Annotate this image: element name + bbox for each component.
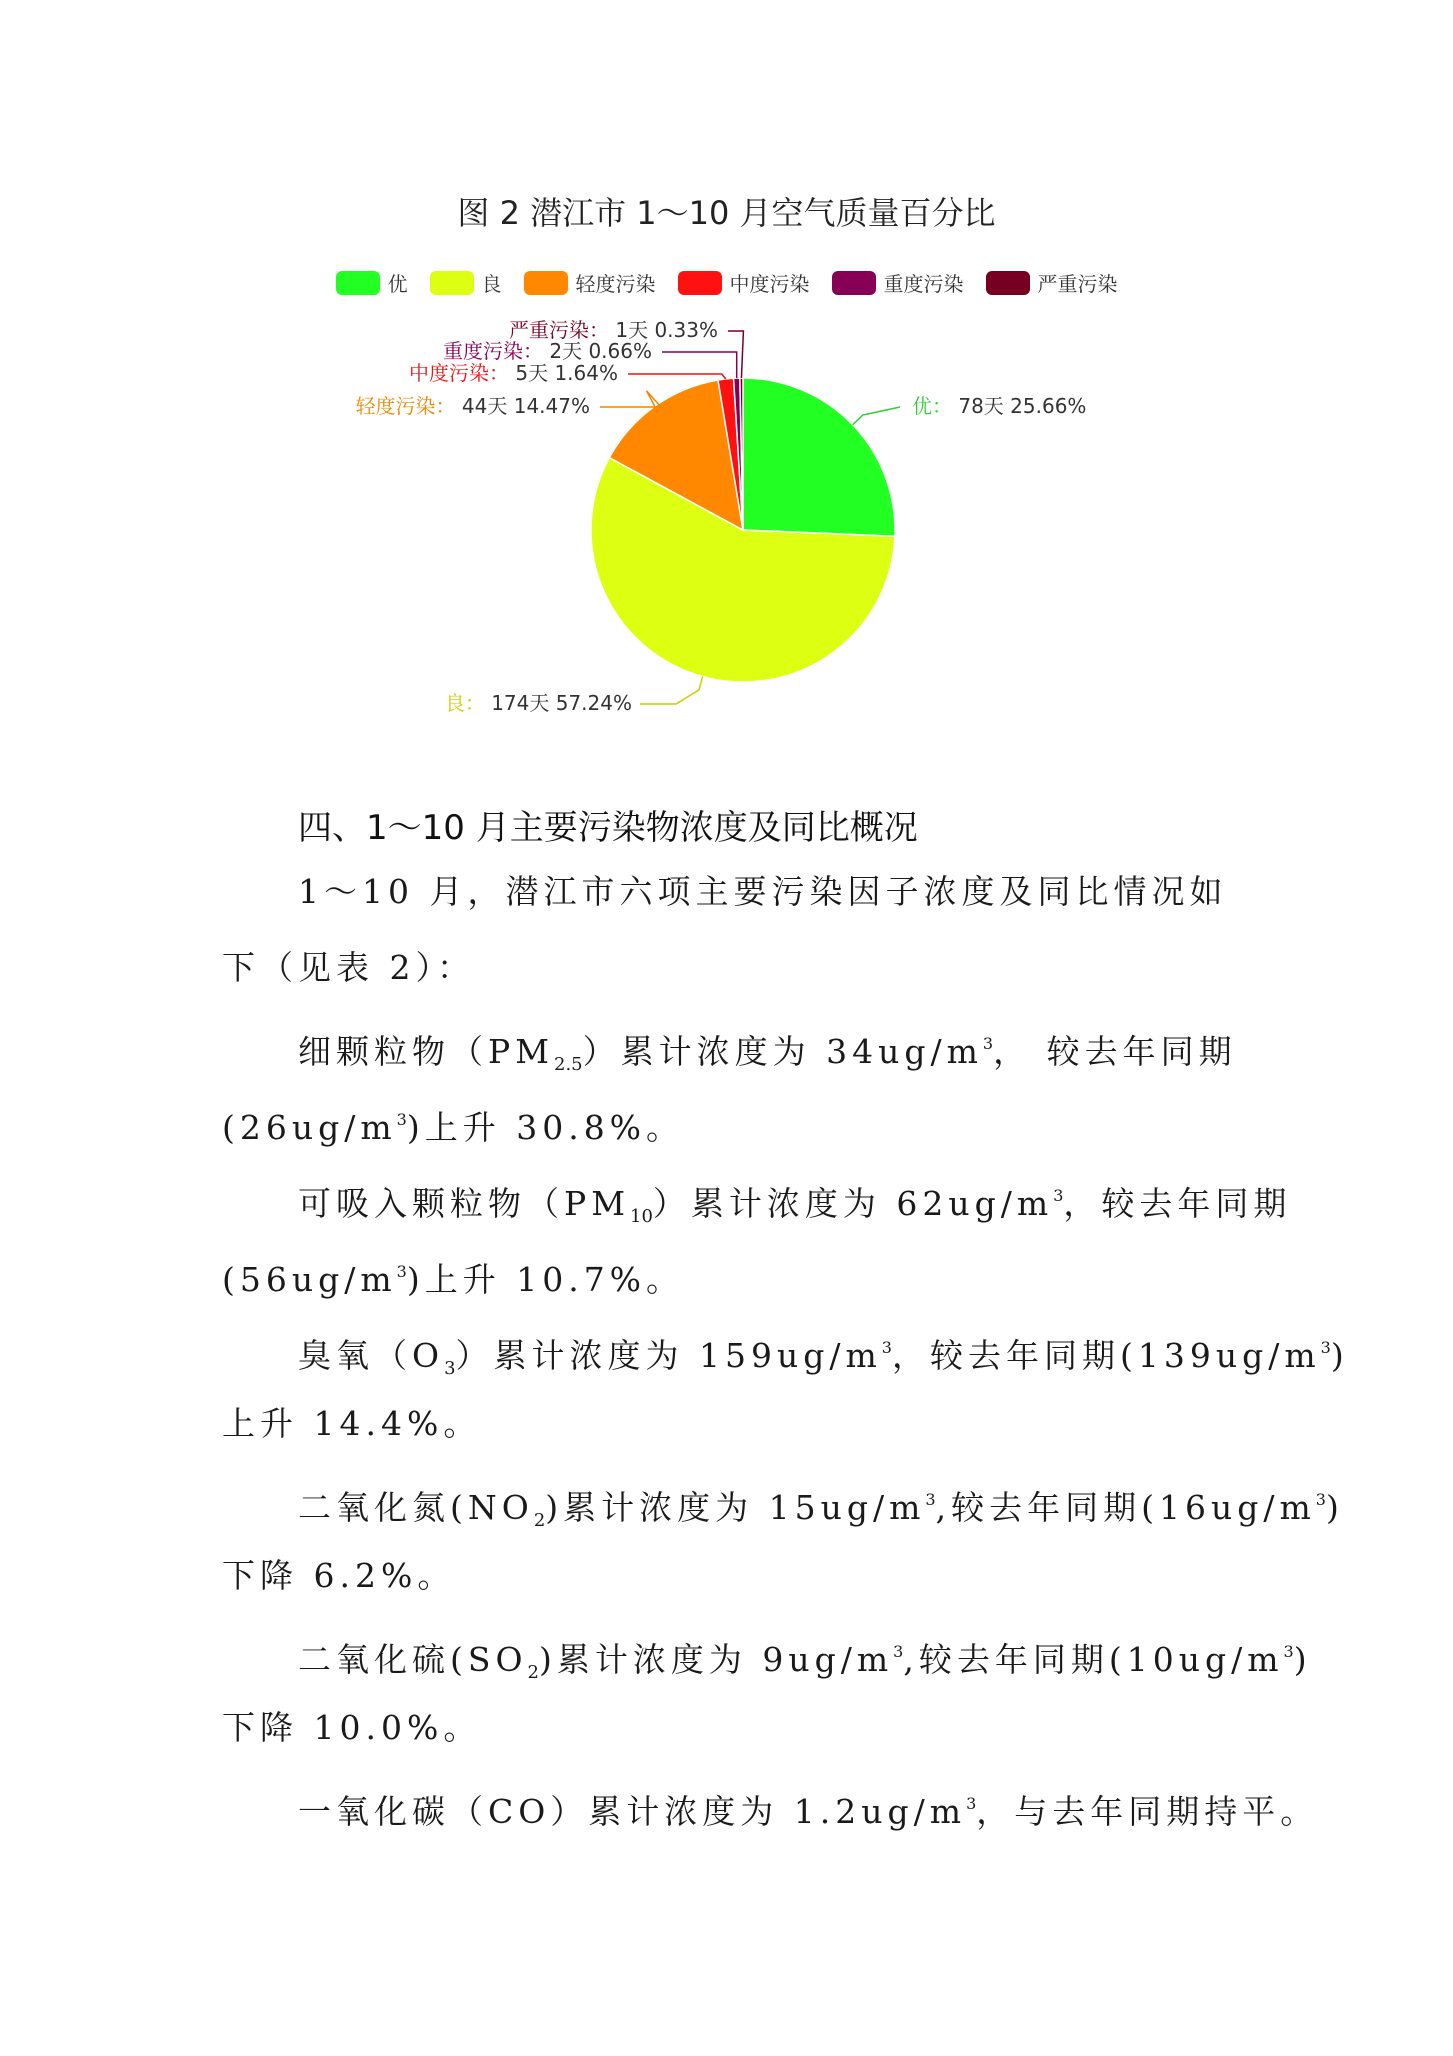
pm10-superscript: 3 [396,1262,407,1281]
pm25-text: 细颗粒物（PM [298,1032,554,1071]
slice-label-value: 44天 14.47% [455,394,590,418]
pie-slice[interactable] [743,378,895,536]
slice-label [509,318,718,342]
pm25-subscript: 2.5 [554,1054,583,1075]
pm10-text: 可吸入颗粒物（PM [298,1184,630,1223]
so2-superscript: 3 [1283,1642,1294,1661]
no2-subscript: 2 [533,1510,546,1531]
leader-line [600,391,661,407]
legend-swatch [430,271,474,295]
slice-label [409,361,618,385]
legend-item[interactable] [678,268,810,297]
slice-label-name: 轻度污染： [355,394,456,418]
co-text: 一氧化碳（CO）累计浓度为 1.2ug/m [298,1792,967,1831]
slice-label-name: 重度污染： [443,339,544,363]
legend-label: 良 [481,272,502,296]
legend-swatch [678,271,722,295]
so2-text: )累计浓度为 9ug/m [539,1640,894,1679]
legend-label: 中度污染 [729,272,810,296]
legend-label: 严重污染 [1037,272,1118,296]
pm25-text: (26ug/m [222,1108,397,1147]
o3-text: ，较去年同期(139ug/m [891,1336,1321,1375]
o3-text: ) [1330,1336,1349,1375]
pm10-subscript: 10 [630,1206,653,1227]
slice-label [445,691,632,715]
slice-label-value: 5天 1.64% [509,361,618,385]
legend-item[interactable] [832,268,964,297]
o3-line-2: 上升 14.4%。 [222,1404,482,1443]
no2-line-1 [298,1480,1344,1541]
slice-label-value: 78天 25.66% [952,394,1087,418]
legend-swatch [524,271,568,295]
o3-superscript: 3 [881,1338,892,1357]
pm25-text: ， 较去年同期 [993,1032,1237,1071]
co-text: ，与去年同期持平。 [976,1792,1319,1831]
so2-subscript: 2 [527,1662,539,1683]
so2-text: ) [1293,1640,1312,1679]
pm10-text: ，较去年同期 [1063,1184,1292,1223]
pm10-text: )上升 10.7%。 [406,1260,685,1299]
legend-swatch [832,271,876,295]
legend-label: 轻度污染 [575,272,656,296]
legend-label: 重度污染 [883,272,964,296]
co-line-1 [298,1784,1318,1832]
no2-text: ,较去年同期(16ug/m [935,1488,1316,1527]
legend-label: 优 [387,272,408,296]
slice-label-name: 中度污染： [409,361,510,385]
pm25-text: )上升 30.8%。 [406,1108,685,1147]
pm10-text: (56ug/m [222,1260,397,1299]
pm25-superscript: 3 [396,1110,407,1129]
so2-superscript: 3 [893,1642,904,1661]
pm10-line-2 [222,1252,684,1300]
slice-label-value: 1天 0.33% [609,318,718,342]
leader-line [853,407,900,425]
section-heading: 四、1～10 月主要污染物浓度及同比概况 [298,808,918,848]
o3-subscript: 3 [444,1358,456,1379]
legend-item[interactable] [336,268,408,297]
pm10-text: ）累计浓度为 62ug/m [652,1184,1054,1223]
o3-text: ）累计浓度为 159ug/m [455,1336,882,1375]
slice-label [356,394,590,418]
legend-item[interactable] [524,268,656,297]
no2-text: 二氧化氮(NO [298,1488,534,1527]
slice-label [912,394,1086,418]
legend-swatch [986,271,1030,295]
leader-line [640,677,703,704]
chart-title: 图 2 潜江市 1～10 月空气质量百分比 [457,194,996,232]
slice-label-value: 2天 0.66% [543,339,652,363]
o3-text: 臭氧（O [298,1336,445,1375]
so2-text: ,较去年同期(10ug/m [903,1640,1284,1679]
pm25-text: ）累计浓度为 34ug/m [582,1032,983,1071]
pm25-line-2 [222,1100,684,1148]
intro-line-2: 下（见表 2）： [222,948,475,987]
so2-line-2: 下降 10.0%。 [222,1708,482,1747]
slice-label [443,339,652,363]
pm25-line-1 [298,1024,1237,1085]
legend-item[interactable] [986,268,1118,297]
no2-text: )累计浓度为 15ug/m [545,1488,926,1527]
o3-line-1 [298,1328,1349,1389]
no2-text: ) [1325,1488,1344,1527]
chart-legend [0,268,1453,297]
slice-label-name: 优： [912,394,952,418]
slice-label-name: 严重污染： [509,318,610,342]
slice-label-value: 174天 57.24% [484,691,632,715]
no2-superscript: 3 [925,1490,936,1509]
so2-text: 二氧化硫(SO [298,1640,528,1679]
legend-item[interactable] [430,268,502,297]
o3-superscript: 3 [1320,1338,1331,1357]
intro-line-1: 1～10 月，潜江市六项主要污染因子浓度及同比情况如 [298,872,1228,911]
pie-chart [0,310,1453,750]
pm10-line-1 [298,1176,1291,1237]
legend-swatch [336,271,380,295]
so2-line-1 [298,1632,1312,1693]
leader-line [628,374,726,379]
no2-superscript: 3 [1315,1490,1326,1509]
pm10-superscript: 3 [1053,1186,1064,1205]
co-superscript: 3 [966,1794,977,1813]
pm25-superscript: 3 [982,1034,994,1053]
slice-label-name: 良： [444,691,485,715]
leader-line [728,331,743,378]
no2-line-2: 下降 6.2%。 [222,1556,456,1595]
